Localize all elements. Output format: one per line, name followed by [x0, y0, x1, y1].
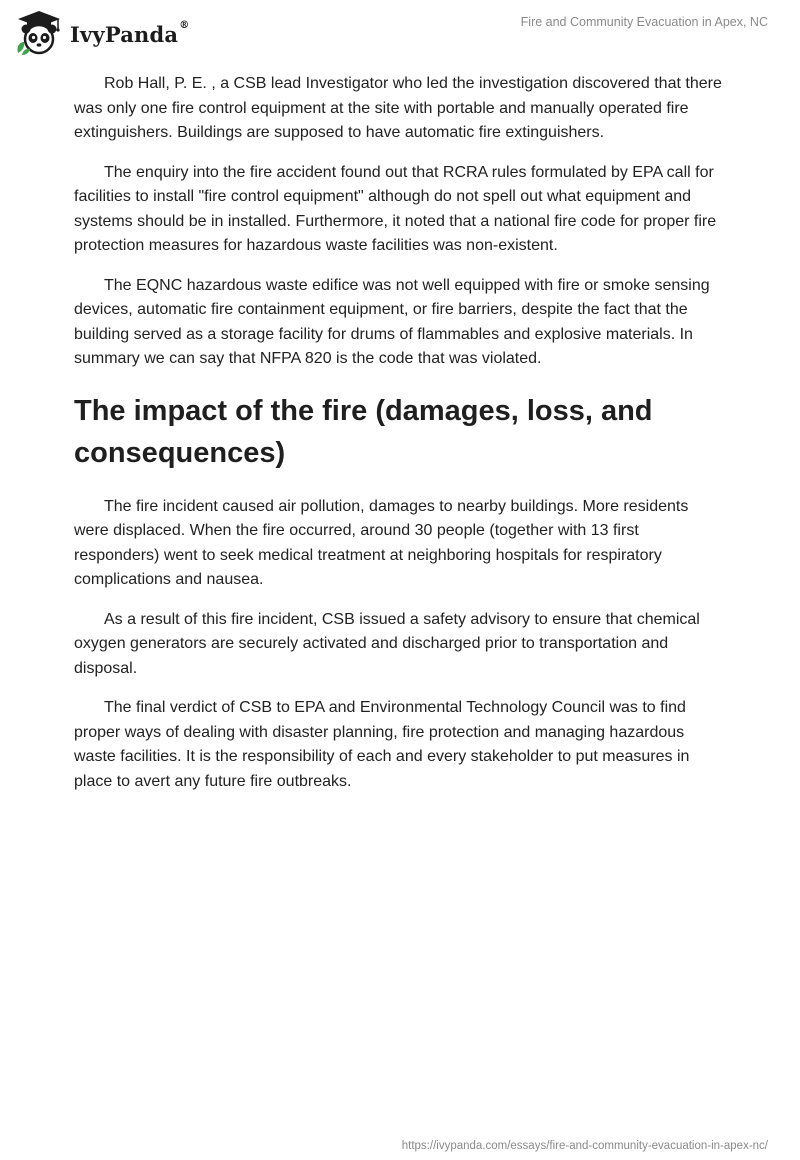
- page-header: [0, 0, 800, 70]
- paragraph: The enquiry into the fire accident found out that RCRA rules formulated by EPA call for facilities to install "fire control equipment" although do not spell out what equipment and systems should be in installed. Furthermore, it noted that a national fire code for proper fire protection measures for hazardous waste facilities was non-existent.: [74, 163, 717, 254]
- ivypanda-logo[interactable]: [14, 8, 204, 58]
- essay-body: [74, 72, 724, 809]
- section-heading: The impact of the fire (damages, loss, and consequences): [74, 394, 653, 469]
- paragraph: As a result of this fire incident, CSB issued a safety advisory to ensure that chemical oxygen generators are securely activated and discharged prior to transportation and disposal.: [74, 610, 700, 677]
- source-url-link[interactable]: https://ivypanda.com/essays/fire-and-community-evacuation-in-apex-nc/: [401, 1140, 768, 1152]
- paragraph: The fire incident caused air pollution, damages to nearby buildings. More residents were displaced. When the fire occurred, around 30 people (together with 13 first responders) went to seek medical treatment at neighboring hospitals for respiratory complications and nausea.: [74, 497, 689, 588]
- logo-wordmark: IvyPanda®: [70, 19, 190, 47]
- paragraph: Rob Hall, P. E. , a CSB lead Investigator who led the investigation discovered that there was only one fire control equipment at the site with portable and manually operated fire extinguishers. Buildings are supposed to have automatic fire extinguishers.: [74, 75, 722, 141]
- paragraph: The EQNC hazardous waste edifice was not well equipped with fire or smoke sensing devices, automatic fire containment equipment, or fire barriers, despite the fact that the building served as a storage facility for drums of flammables and explosive materials. In summary we can say that NFPA 820 is the code that was violated.: [74, 276, 710, 367]
- document-title: Fire and Community Evacuation in Apex, NC: [520, 15, 768, 29]
- panda-graduate-icon: [14, 9, 64, 57]
- paragraph: The final verdict of CSB to EPA and Environmental Technology Council was to find proper ways of dealing with disaster planning, fire protection and managing hazardous waste facilities. It is the responsibility of each and every stakeholder to put measures in place to avert any future fire outbreaks.: [74, 699, 690, 790]
